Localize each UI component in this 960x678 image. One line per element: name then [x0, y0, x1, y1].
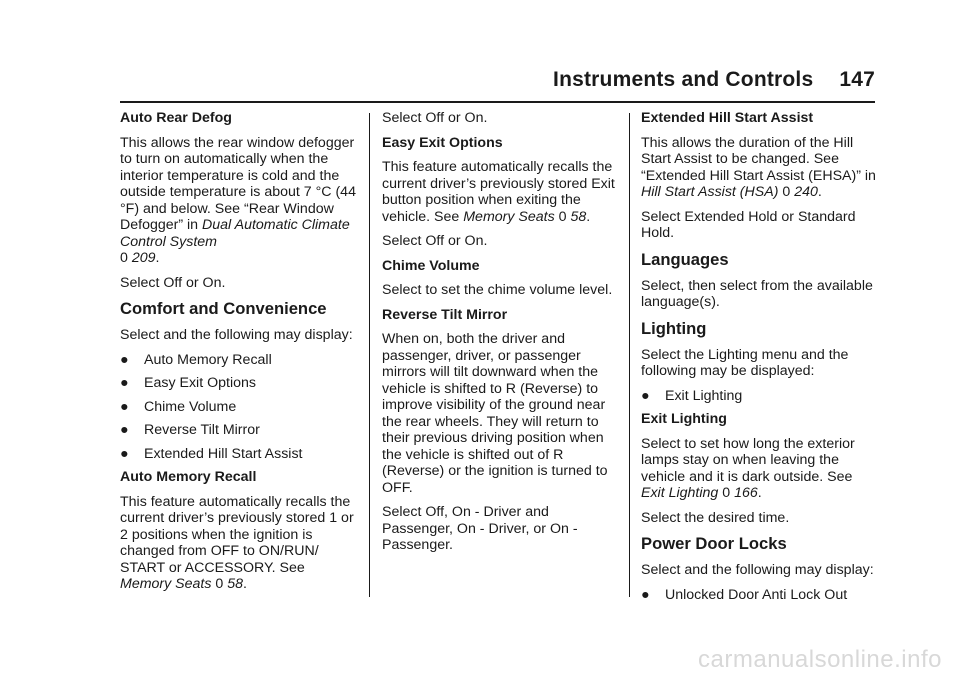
column-1 [120, 110, 356, 601]
paragraph-select-off-on-2: Select Off or On. [382, 233, 488, 249]
paragraph-lighting: Select the Lighting menu and the following may be displayed: [641, 346, 849, 379]
list-item-label: Exit Lighting [665, 387, 743, 404]
subheading-auto-rear-defog: Auto Rear Defog [120, 110, 232, 126]
cross-reference-link[interactable]: Exit Lighting [641, 485, 719, 501]
paragraph-text: This feature automatically recalls the current driver’s previously stored 1 or 2 positions when the ignition is changed from OFF to ON/RUN/ START or ACCESSORY. See [120, 493, 354, 576]
bullet-icon: ● [120, 351, 129, 368]
page-ref-number[interactable]: 58 [570, 208, 587, 225]
cross-reference-link[interactable]: Dual Automatic Climate Control System [120, 217, 350, 250]
paragraph-power-door-locks: Select and the following may display: [641, 562, 874, 578]
paragraph-exit-lighting [641, 436, 877, 502]
paragraph-comfort: Select and the following may display: [120, 327, 353, 343]
paragraph-easy-exit-options [382, 159, 618, 225]
column-3 [641, 110, 877, 610]
ref-period: . [243, 576, 247, 592]
paragraph-text: This allows the rear window defogger to turn on automatically when the interior temperature is cold and the outside temperature is about 7 °C (44 °F) and below. See “Rear Window Defogger” in [120, 134, 356, 233]
paragraph-text: This feature automatically recalls the current driver’s previously stored Exit button position when exiting the vehicle. See [382, 159, 615, 225]
page-ref-icon: 0 [215, 576, 224, 592]
paragraph-reverse-tilt-mirror: When on, both the driver and passenger, driver, or passenger mirrors will tilt downward when the vehicle is shifted to R (Reverse) to improve visibility of the ground near the rear wheels. They will return to their previous driving position when the vehicle is shifted out of R (Reverse) or the ignition is turned to OFF. [382, 331, 608, 496]
page-ref-number[interactable]: 166 [734, 485, 758, 501]
page-ref-number[interactable]: 58 [227, 576, 244, 592]
page-ref-icon: 0 [722, 485, 731, 501]
paragraph-select-off-on: Select Off or On. [120, 274, 226, 291]
paragraph-languages: Select, then select from the available language(s). [641, 277, 873, 310]
heading-lighting: Lighting [641, 318, 707, 338]
subheading-exit-lighting: Exit Lighting [641, 411, 727, 427]
subheading-reverse-tilt-mirror: Reverse Tilt Mirror [382, 306, 508, 323]
section-title: Instruments and Controls [553, 68, 814, 91]
paragraph-text: Select to set how long the exterior lamps stay on when leaving the vehicle and it is dark outside. See [641, 435, 855, 485]
column-divider [629, 113, 630, 597]
paragraph-hill-options: Select Extended Hold or Standard Hold. [641, 208, 856, 241]
paragraph-select-off-on: Select Off or On. [382, 110, 488, 126]
bullet-icon: ● [120, 422, 129, 438]
paragraph-extended-hill-start-assist [641, 135, 877, 201]
list-item-label: Chime Volume [144, 398, 237, 415]
cross-reference-link[interactable]: Hill Start Assist (HSA) [641, 184, 779, 200]
page-ref-icon: 0 [782, 184, 791, 200]
column-2 [382, 110, 618, 562]
page-header [0, 68, 875, 92]
paragraph-chime-volume: Select to set the chime volume level. [382, 282, 613, 298]
page-number: 147 [839, 68, 875, 91]
list-item-label: Reverse Tilt Mirror [144, 422, 260, 438]
paragraph-text: This allows the duration of the Hill Start Assist to be changed. See “Extended Hill Start Assist (EHSA)” in [641, 134, 876, 184]
header-rule [120, 101, 875, 103]
list-item [120, 399, 356, 416]
paragraph-auto-memory-recall [120, 494, 356, 593]
list-item-label: Extended Hill Start Assist [144, 445, 303, 462]
subheading-easy-exit-options: Easy Exit Options [382, 134, 503, 151]
list-item-label: Auto Memory Recall [144, 351, 272, 368]
ref-period: . [757, 485, 762, 501]
paragraph-reverse-tilt-options: Select Off, On - Driver and Passenger, On - Driver, or On - Passenger. [382, 504, 578, 553]
subheading-auto-memory-recall: Auto Memory Recall [120, 469, 257, 485]
heading-languages: Languages [641, 249, 729, 269]
list-item [120, 375, 356, 392]
list-item [120, 422, 356, 439]
heading-comfort-convenience: Comfort and Convenience [120, 299, 327, 318]
list-item-label: Easy Exit Options [144, 375, 256, 391]
column-divider [369, 113, 370, 597]
list-item [120, 352, 356, 369]
paragraph-exit-time: Select the desired time. [641, 509, 790, 526]
subheading-extended-hill-start-assist: Extended Hill Start Assist [641, 110, 814, 126]
paragraph-auto-rear-defog [120, 135, 356, 267]
heading-power-door-locks: Power Door Locks [641, 534, 787, 553]
page-ref-number[interactable]: 240 [794, 184, 818, 200]
list-item-label: Unlocked Door Anti Lock Out [665, 586, 848, 603]
bullet-icon: ● [641, 387, 650, 404]
page-ref-icon: 0 [558, 208, 567, 225]
list-item [641, 587, 877, 604]
ref-period: . [155, 250, 160, 266]
bullet-icon: ● [120, 375, 129, 391]
cross-reference-link[interactable]: Memory Seats [463, 208, 555, 225]
ref-period: . [817, 184, 822, 200]
page-ref-number[interactable]: 209 [131, 250, 156, 266]
subheading-chime-volume: Chime Volume [382, 257, 480, 274]
cross-reference-link[interactable]: Memory Seats [120, 576, 212, 592]
ref-period: . [586, 208, 591, 225]
list-item [641, 388, 877, 405]
page-ref-icon: 0 [120, 250, 128, 266]
bullet-icon: ● [120, 398, 129, 415]
watermark: carmanualsonline.info [698, 646, 942, 673]
list-item [120, 446, 356, 463]
bullet-icon: ● [120, 445, 129, 462]
bullet-icon: ● [641, 586, 650, 603]
